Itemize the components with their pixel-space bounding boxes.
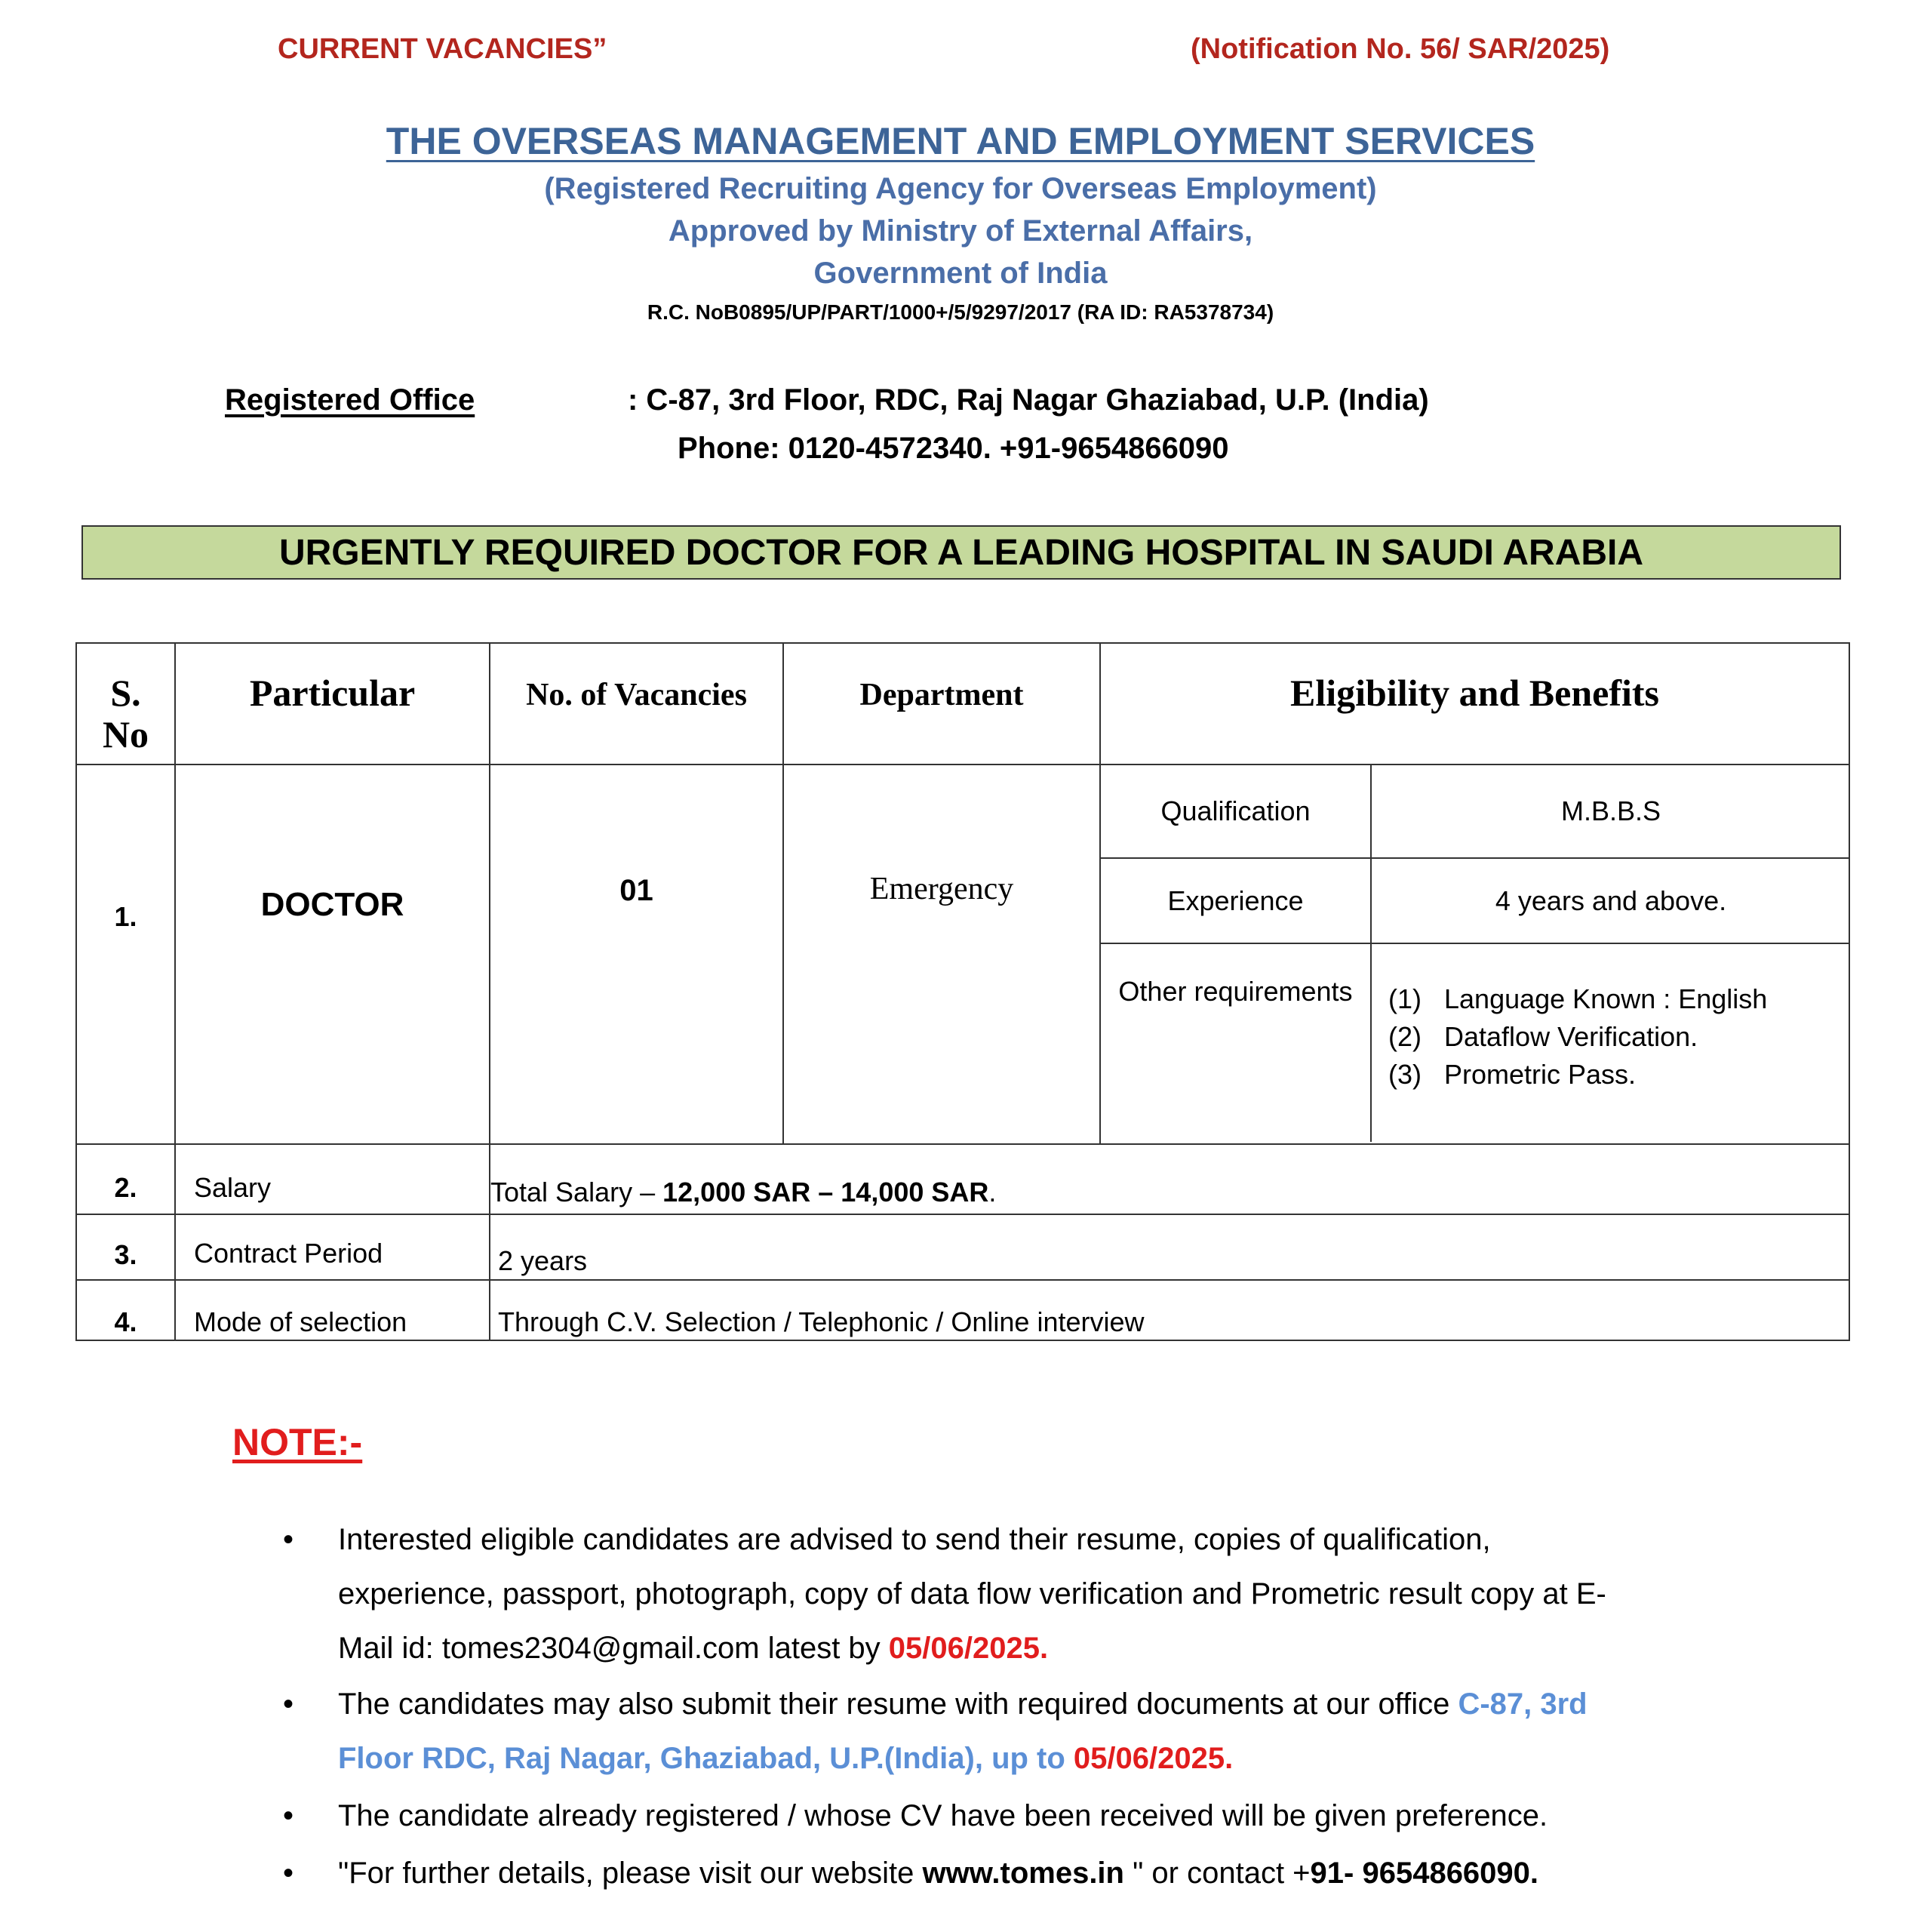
header-sno-line1: S. bbox=[110, 672, 141, 714]
row4-label: Mode of selection bbox=[175, 1280, 490, 1340]
note-bullet-2-line-2: Floor RDC, Raj Nagar, Ghaziabad, U.P.(India), up to 05/06/2025. bbox=[338, 1742, 1234, 1775]
other-requirements-label: Other requirements bbox=[1101, 943, 1371, 1142]
row1-eligibility bbox=[1100, 764, 1849, 1144]
organization-subtitle-2: Approved by Ministry of External Affairs, bbox=[668, 214, 1253, 248]
requirement-item: (2) Dataflow Verification. bbox=[1388, 1021, 1698, 1052]
row3-value: 2 years bbox=[490, 1214, 1849, 1280]
header-department: Department bbox=[783, 643, 1100, 764]
website-link[interactable]: www.tomes.in bbox=[922, 1857, 1124, 1890]
row1-department: Emergency bbox=[783, 764, 1100, 1144]
note-bullet-2-line-1: The candidates may also submit their resume with required documents at our office C-87, 3rd bbox=[338, 1687, 1588, 1721]
row4-value: Through C.V. Selection / Telephonic / Online interview bbox=[490, 1280, 1849, 1340]
table-row bbox=[76, 764, 1849, 1144]
deadline-date: 05/06/2025. bbox=[1073, 1742, 1234, 1775]
experience-label: Experience bbox=[1101, 858, 1371, 943]
organization-subtitle-3: Government of India bbox=[813, 257, 1108, 290]
table-row bbox=[76, 1144, 1849, 1214]
header-particular: Particular bbox=[175, 643, 490, 764]
row1-vacancies: 01 bbox=[490, 764, 783, 1144]
qualification-label: Qualification bbox=[1101, 765, 1371, 858]
registered-office-address: : C-87, 3rd Floor, RDC, Raj Nagar Ghaziabad, U.P. (India) bbox=[628, 383, 1429, 417]
organization-name bbox=[0, 119, 1921, 163]
other-requirements-list bbox=[1371, 943, 1850, 1142]
notification-number: (Notification No. 56/ SAR/2025) bbox=[1191, 33, 1610, 65]
header-sno-line2: No bbox=[102, 713, 149, 755]
row2-label: Salary bbox=[175, 1144, 490, 1214]
row2-sno: 2. bbox=[76, 1144, 175, 1214]
experience-value: 4 years and above. bbox=[1371, 858, 1850, 943]
bullet-icon: • bbox=[283, 1523, 294, 1556]
qualification-value: M.B.B.S bbox=[1371, 765, 1850, 858]
note-label: NOTE:- bbox=[232, 1421, 363, 1463]
requirement-item: (1) Language Known : English bbox=[1388, 983, 1768, 1014]
vacancy-table bbox=[75, 642, 1850, 1341]
table-row bbox=[76, 1280, 1849, 1340]
header-left-title: CURRENT VACANCIES” bbox=[278, 33, 607, 65]
bullet-icon: • bbox=[283, 1687, 294, 1721]
deadline-date: 05/06/2025. bbox=[888, 1632, 1049, 1665]
row3-label: Contract Period bbox=[175, 1214, 490, 1280]
office-address-link: C-87, 3rd bbox=[1458, 1687, 1588, 1721]
header-sno bbox=[76, 643, 175, 764]
bullet-icon: • bbox=[283, 1799, 294, 1832]
header-vacancies: No. of Vacancies bbox=[490, 643, 783, 764]
registration-number: R.C. NoB0895/UP/PART/1000+/5/9297/2017 (RA ID: RA5378734) bbox=[647, 300, 1274, 324]
row1-particular: DOCTOR bbox=[175, 764, 490, 1144]
note-bullet-3: The candidate already registered / whose CV have been received will be given preference. bbox=[338, 1799, 1548, 1832]
row1-sno: 1. bbox=[76, 764, 175, 1144]
requirement-item: (3) Prometric Pass. bbox=[1388, 1059, 1637, 1090]
bullet-icon: • bbox=[283, 1857, 294, 1890]
vacancy-banner: URGENTLY REQUIRED DOCTOR FOR A LEADING HOSPITAL IN SAUDI ARABIA bbox=[81, 525, 1841, 580]
header-eligibility: Eligibility and Benefits bbox=[1100, 643, 1849, 764]
note-bullet-1-line-2: experience, passport, photograph, copy of data flow verification and Prometric result copy at E- bbox=[338, 1577, 1606, 1611]
registered-office-phone: Phone: 0120-4572340. +91-9654866090 bbox=[678, 432, 1229, 465]
note-bullet-1-line-3: Mail id: tomes2304@gmail.com latest by 05/06/2025. bbox=[338, 1632, 1049, 1665]
table-row bbox=[76, 1214, 1849, 1280]
note-bullet-4: "For further details, please visit our website www.tomes.in " or contact +91- 9654866090. bbox=[338, 1857, 1539, 1890]
note-bullet-1-line-1: Interested eligible candidates are advised to send their resume, copies of qualification, bbox=[338, 1523, 1491, 1556]
registered-office-label: Registered Office bbox=[225, 383, 475, 417]
table-header-row bbox=[76, 643, 1849, 764]
organization-name-text: THE OVERSEAS MANAGEMENT AND EMPLOYMENT SERVICES bbox=[386, 120, 1535, 162]
row3-sno: 3. bbox=[76, 1214, 175, 1280]
row4-sno: 4. bbox=[76, 1280, 175, 1340]
row2-value: Total Salary – 12,000 SAR – 14,000 SAR. bbox=[490, 1144, 1849, 1214]
eligibility-subtable bbox=[1101, 765, 1850, 1142]
contact-phone: 91- 9654866090. bbox=[1310, 1857, 1539, 1890]
organization-subtitle-1: (Registered Recruiting Agency for Overseas Employment) bbox=[544, 172, 1377, 205]
